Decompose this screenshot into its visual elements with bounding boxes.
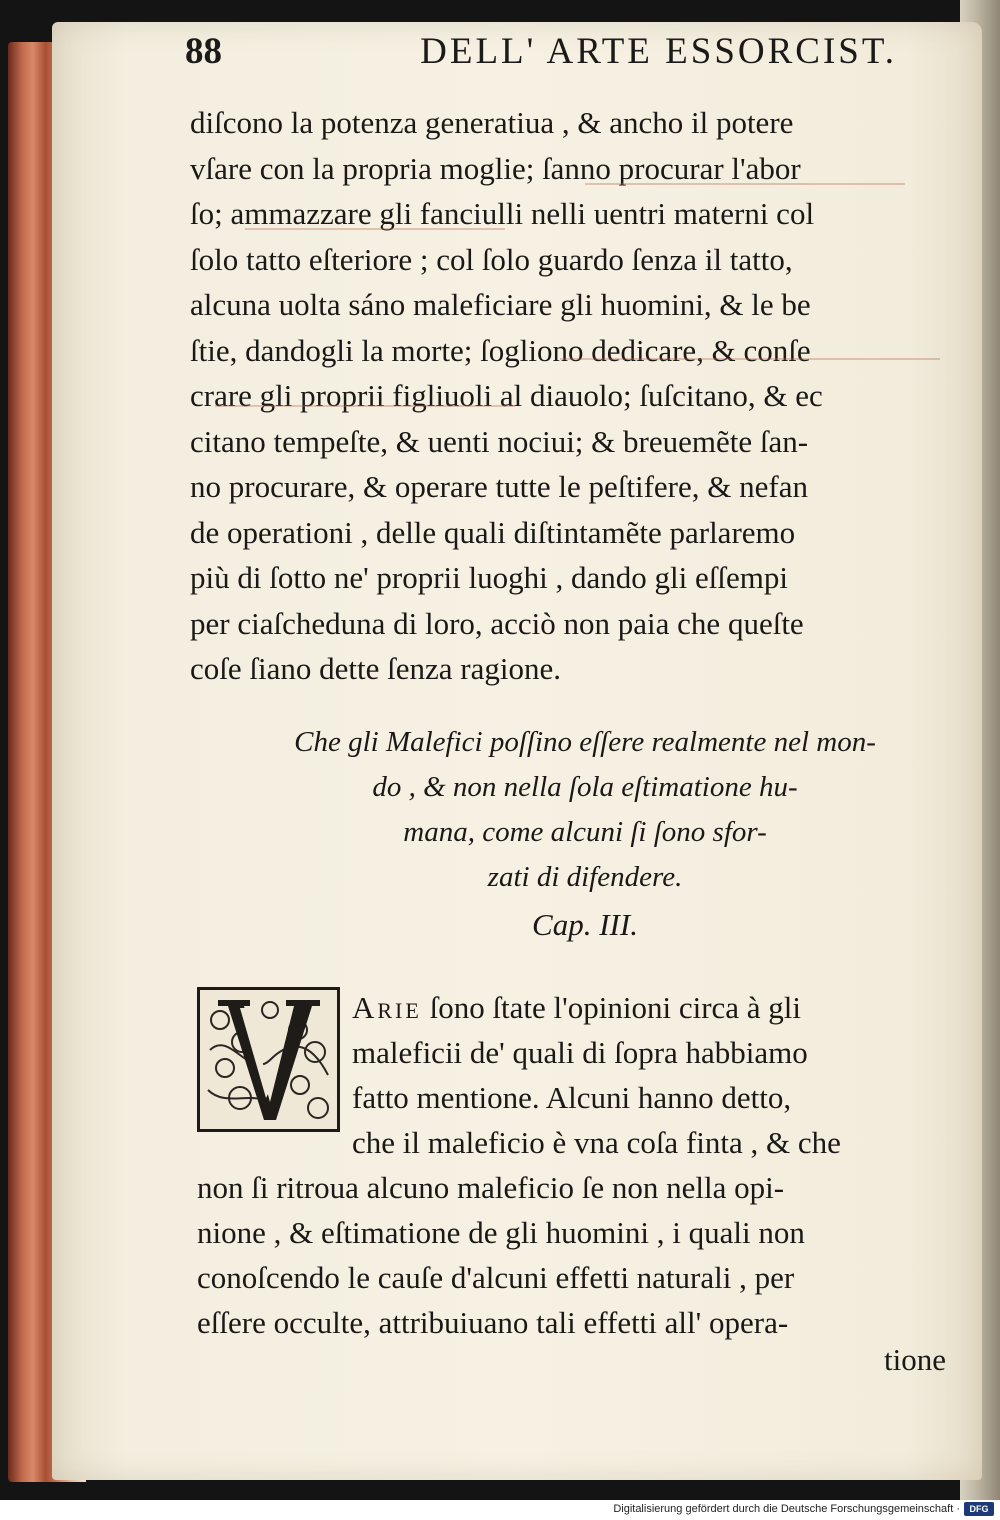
text-line: maleficii de' quali di ſopra habbiamo — [352, 1035, 808, 1070]
text-line: nione , & eſtimatione de gli huomini , i quali non — [197, 1215, 805, 1250]
heading-line: mana, come alcuni ſi ſono sfor- — [403, 816, 767, 848]
text-line — [197, 985, 972, 1030]
text-line: no procurare, & operare tutte le peſtifere, & nefan — [190, 469, 808, 504]
text-line: per ciaſcheduna di loro, acciò non paia che queſte — [190, 605, 804, 641]
ink-stain — [215, 405, 515, 407]
page-number: 88 — [185, 31, 222, 72]
paragraph-1 — [190, 100, 970, 692]
text-line: diſcono la potenza generatiua , & ancho il potere — [190, 105, 794, 140]
text-line: ſo; ammazzare gli fanciulli nelli uentri materni col — [190, 196, 815, 231]
text-line: ſolo tatto eſteriore ; col ſolo guardo ſenza il tatto, — [190, 241, 793, 277]
heading-line: Che gli Malefici poſſino eſſere realmente nel mon- — [294, 726, 876, 758]
paragraph-2 — [197, 985, 972, 1345]
text-line: eſſere occulte, attribuiuano tali effetti all' opera- — [197, 1305, 789, 1340]
ink-stain — [585, 183, 905, 185]
text-line: più di ſotto ne' proprii luoghi , dando gli eſſempi — [190, 560, 788, 595]
text-line: ſtie, dandogli la morte; ſogliono dedicare, & conſe — [190, 332, 811, 368]
text-line: alcuna uolta sáno maleficiare gli huomini, & le be — [190, 287, 811, 322]
text-line: conoſcendo le cauſe d'alcuni effetti naturali , per — [197, 1260, 795, 1295]
running-title: DELL' ARTE ESSORCIST. — [420, 31, 897, 72]
text-line: fatto mentione. Alcuni hanno detto, — [352, 1080, 792, 1115]
text-line: vſare con la propria moglie; ſanno procurar l'abor — [190, 150, 801, 186]
chapter-heading — [200, 720, 970, 947]
text-line: non ſi ritroua alcuno maleficio ſe non nella opi- — [197, 1170, 785, 1205]
ink-stain — [560, 358, 940, 360]
ink-stain — [245, 228, 505, 230]
text-line: de operationi , delle quali diſtintamẽte parlaremo — [190, 514, 796, 550]
text-line: che il maleficio è vna coſa finta , & che — [352, 1125, 841, 1160]
chapter-number: Cap. III. — [532, 907, 638, 942]
funding-credit: Digitalisierung gefördert durch die Deutsche Forschungsgemeinschaft · — [613, 1503, 960, 1515]
heading-line: do , & non nella ſola eſtimatione hu- — [372, 771, 798, 803]
first-word: Arie — [352, 990, 422, 1025]
text-line: coſe ſiano dette ſenza ragione. — [190, 651, 561, 686]
catchword: tione — [884, 1342, 946, 1377]
text-line-rest: ſono ſtate l'opinioni circa à gli — [421, 990, 802, 1025]
heading-line: zati di difendere. — [487, 861, 683, 893]
dfg-logo: DFG — [964, 1502, 994, 1516]
text-line: crare gli proprii figliuoli al diauolo; ſuſcitano, & ec — [190, 378, 823, 413]
text-line: citano tempeſte, & uenti nociui; & breuemẽte ſan- — [190, 423, 809, 459]
running-header — [185, 30, 897, 73]
